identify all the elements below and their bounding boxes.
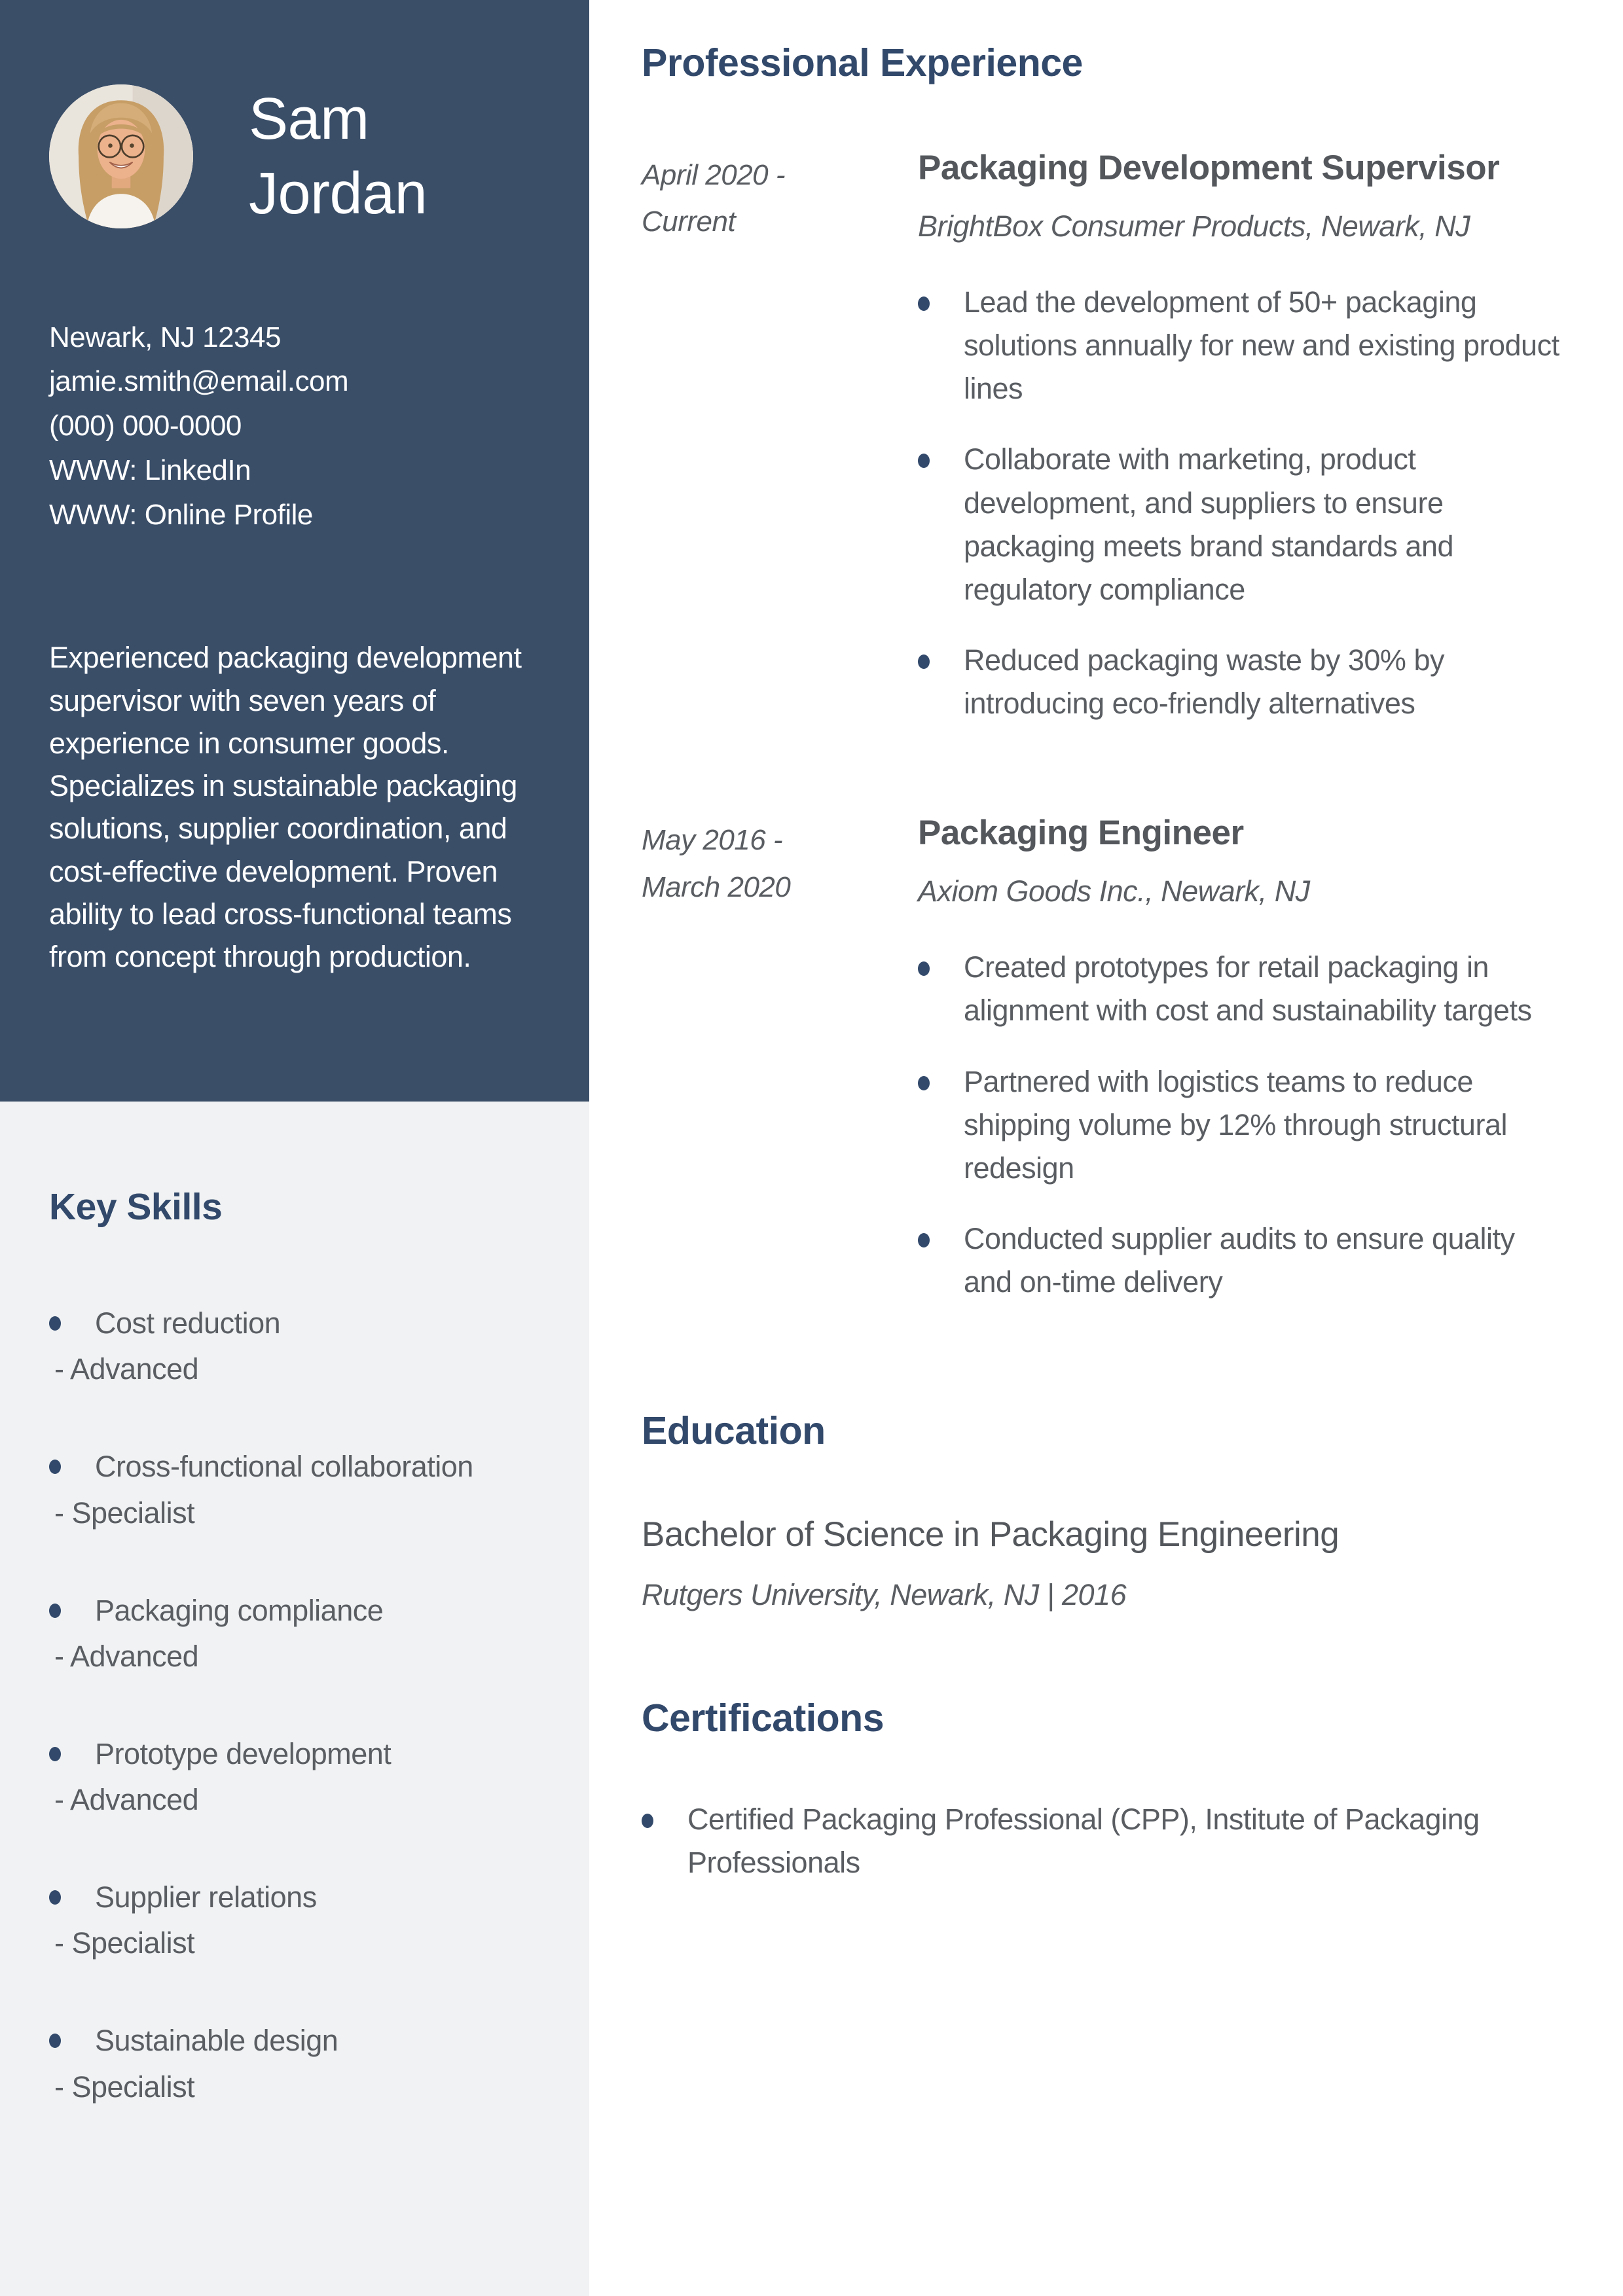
bullet-icon xyxy=(49,1747,61,1761)
job-bullet xyxy=(918,946,1565,1032)
contact-phone: (000) 000-0000 xyxy=(49,410,242,442)
bullet-icon xyxy=(918,296,930,311)
skill-name: Supplier relations xyxy=(95,1880,317,1914)
main-column xyxy=(589,0,1623,2296)
skill-level: - Advanced xyxy=(54,1639,199,1673)
job-date-end: March 2020 xyxy=(642,870,791,903)
job-entry xyxy=(642,148,1565,753)
sidebar xyxy=(0,0,589,2296)
job-bullet-text: Reduced packaging waste by 30% by introducing eco-friendly alternatives xyxy=(964,643,1444,721)
skill-item xyxy=(49,1589,543,1674)
job-company: Axiom Goods Inc., Newark, NJ xyxy=(918,874,1310,908)
skill-item xyxy=(49,2019,543,2104)
job-bullet xyxy=(918,438,1565,611)
contact-location: Newark, NJ 12345 xyxy=(49,321,281,353)
job-bullet-text: Collaborate with marketing, product development, and suppliers to ensure packaging meets brand standards and regulatory compliance xyxy=(964,442,1454,606)
skill-level: - Specialist xyxy=(54,1926,195,1960)
skill-level: - Specialist xyxy=(54,2070,195,2104)
profile-photo xyxy=(49,84,193,228)
bullet-icon xyxy=(49,1316,61,1331)
certification-item xyxy=(642,1798,1565,1884)
sidebar-light-panel xyxy=(0,1102,589,2163)
bullet-icon xyxy=(49,1460,61,1474)
skill-name: Cost reduction xyxy=(95,1306,281,1340)
education-section-title: Education xyxy=(642,1409,826,1453)
certifications-list xyxy=(642,1798,1565,1884)
job-bullet xyxy=(918,281,1565,410)
skill-item xyxy=(49,1732,543,1817)
job-bullet-text: Conducted supplier audits to ensure quality and on-time delivery xyxy=(964,1221,1515,1299)
skill-level: - Specialist xyxy=(54,1496,195,1530)
job-title: Packaging Engineer xyxy=(918,814,1244,853)
sidebar-dark-panel xyxy=(0,0,589,1102)
bullet-icon xyxy=(918,961,930,976)
job-bullet-text: Lead the development of 50+ packaging solutions annually for new and existing product lines xyxy=(964,285,1559,406)
contact-block xyxy=(49,315,543,537)
skill-item xyxy=(49,1445,543,1530)
contact-website: WWW: Online Profile xyxy=(49,498,313,531)
job-bullets xyxy=(918,281,1565,725)
job-bullet xyxy=(918,1060,1565,1190)
skills-list xyxy=(49,1302,543,2104)
skill-item xyxy=(49,1302,543,1386)
skill-name: Prototype development xyxy=(95,1736,392,1770)
job-bullet xyxy=(918,1217,1565,1304)
certification-text: Certified Packaging Professional (CPP), Institute of Packaging Professionals xyxy=(687,1803,1480,1880)
skill-level: - Advanced xyxy=(54,1783,199,1816)
bullet-icon xyxy=(918,655,930,669)
skill-name: Cross-functional collaboration xyxy=(95,1450,473,1484)
certifications-section-title: Certifications xyxy=(642,1696,884,1740)
profile-summary: Experienced packaging development supervisor with seven years of experience in consumer goods. Specializes in sustainable packaging solutions, supplier coordination, and cost-effective development. Proven ability to lead cross-functional teams from concept through production. xyxy=(49,641,522,974)
profile-header xyxy=(49,82,543,232)
job-company: BrightBox Consumer Products, Newark, NJ xyxy=(918,209,1470,243)
job-bullet-text: Partnered with logistics teams to reduce shipping volume by 12% through structural redesign xyxy=(964,1064,1507,1185)
job-date-end: Current xyxy=(642,206,736,238)
job-dates xyxy=(642,148,918,753)
job-bullet-text: Created prototypes for retail packaging in alignment with cost and sustainability targets xyxy=(964,950,1532,1028)
job-dates xyxy=(642,813,918,1331)
job-entry xyxy=(642,813,1565,1331)
contact-email: jamie.smith@email.com xyxy=(49,365,349,398)
education-degree: Bachelor of Science in Packaging Engineering xyxy=(642,1515,1340,1554)
bullet-icon xyxy=(49,2034,61,2048)
experience-section-title: Professional Experience xyxy=(642,41,1083,84)
job-bullets xyxy=(918,946,1565,1304)
bullet-icon xyxy=(49,1604,61,1618)
skill-level: - Advanced xyxy=(54,1352,199,1386)
skill-name: Packaging compliance xyxy=(95,1593,384,1627)
bullet-icon xyxy=(49,1890,61,1905)
person-name: Sam Jordan xyxy=(249,86,428,227)
key-skills-title: Key Skills xyxy=(49,1186,223,1228)
headshot-illustration xyxy=(49,84,193,228)
job-date-start: April 2020 - xyxy=(642,159,786,191)
job-date-start: May 2016 - xyxy=(642,824,783,857)
jobs-list xyxy=(642,148,1565,1331)
job-bullet xyxy=(918,639,1565,725)
bullet-icon xyxy=(918,454,930,468)
bullet-icon xyxy=(918,1076,930,1090)
education-school: Rutgers University, Newark, NJ | 2016 xyxy=(642,1578,1127,1612)
bullet-icon xyxy=(642,1814,653,1828)
skill-name: Sustainable design xyxy=(95,2024,338,2058)
bullet-icon xyxy=(918,1233,930,1247)
skill-item xyxy=(49,1876,543,1960)
job-title: Packaging Development Supervisor xyxy=(918,149,1500,187)
contact-linkedin: WWW: LinkedIn xyxy=(49,454,251,486)
